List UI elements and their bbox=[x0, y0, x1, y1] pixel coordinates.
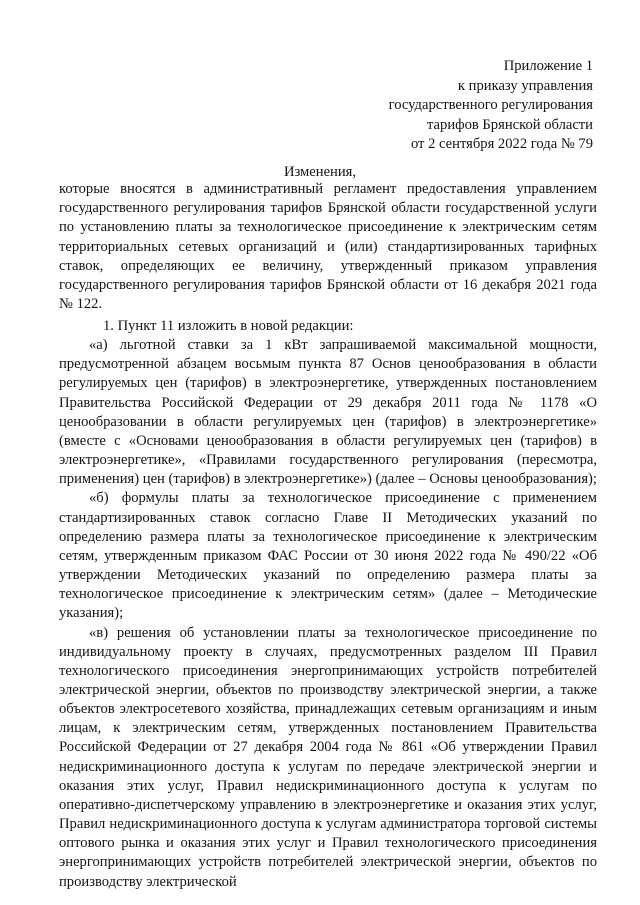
appendix-line-3: государственного регулирования bbox=[388, 97, 593, 113]
paragraph-b: «б) формулы платы за технологическое присоединение с применением стандартизированных ставок согласно Главе II Методических указаний по определению размера платы за технологическое присоединение к электрическим сетям, утвержденным приказом ФАС России от 30 июня 2022 года № 490/22 «Об утверждении Методических указаний по определению размера платы за технологическое присоединение к электрическим сетям» (далее – Методические указания); bbox=[59, 490, 597, 622]
paragraph-c: «в) решения об установлении платы за технологическое присоединение по индивидуальному проекту в случаях, предусмотренных разделом III Правил технологического присоединения энергопринимающих устройств потребителей электрической энергии, объектов по производству электрической энергии, а также объектов электросетевого хозяйства, принадлежащих сетевым организациям и иным лицам, к электрическим сетям, утвержденных постановлением Правительства Российской Федерации от 27 декабря 2004 года № 861 «Об утверждении Правил недискриминационного доступа к услугам по передаче электрической энергии и оказания этих услуг, Правил недискриминационного доступа к услугам по оперативно-диспетчерскому управлению в электроэнергетике и оказания этих услуг, Правил недискриминационного доступа к услугам администратора торговой системы оптового рынка и оказания этих услуг и Правил технологического присоединения энергопринимающих устройств потребителей электрической энергии, объектов по производству электрической bbox=[59, 624, 597, 890]
document-subtitle: которые вносятся в административный регламент предоставления управлением государственного регулирования тарифов Брянской области государственной услуги по установлению платы за технологическое присоединение к электрическим сетям территориальных сетевых организаций и (или) стандартизированных тарифных ставок, определяющих ее величину, утвержденный приказом управления государственного регулирования тарифов Брянской области от 16 декабря 2021 года № 122. bbox=[59, 181, 597, 313]
paragraph-a: «а) льготной ставки за 1 кВт запрашиваемой максимальной мощности, предусмотренной абзацем восьмым пункта 87 Основ ценообразования в области регулируемых цен (тарифов) в электроэнергетике, утвержденных постановлением Правительства Российской Федерации от 29 декабря 2011 года № 1178 «О ценообразовании в области регулируемых цен (тарифов) в электроэнергетике» (вместе с «Основами ценообразования в области регулируемых цен (тарифов) в электроэнергетике», «Правилами государственного регулирования (пересмотра, применения) цен (тарифов) в электроэнергетике») (далее – Основы ценообразования); bbox=[59, 337, 597, 488]
document-body bbox=[59, 317, 597, 892]
document-title: Изменения, bbox=[283, 164, 357, 180]
appendix-header bbox=[389, 57, 593, 155]
appendix-line-4: тарифов Брянской области bbox=[427, 116, 593, 133]
item-1-heading: 1. Пункт 11 изложить в новой редакции: bbox=[103, 318, 354, 334]
appendix-line-5: от 2 сентября 2022 года № 79 bbox=[410, 136, 593, 152]
appendix-line-2: к приказу управления bbox=[457, 77, 593, 94]
appendix-line-1: Приложение 1 bbox=[503, 58, 593, 74]
